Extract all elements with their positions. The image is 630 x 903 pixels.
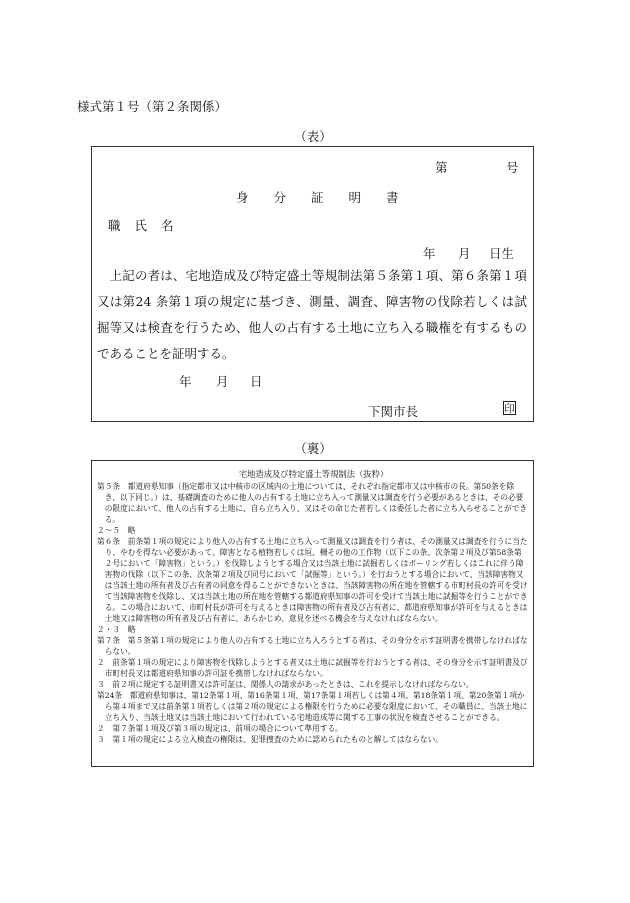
article-6: 第６条 前条第１項の規定により他人の占有する土地に立ち入って測量又は調査を行う者は、その測量又は調査を行うに当たり、やむを得ない必要があって、障害となる植物若しくは垣、柵その他の工作物（以下この条、次条第２項及び第58条第２号において「障害物」という。）を伐除しようとする場合又は当該土地に試掘若しくはボーリング若しくはこれに伴う障害物の伐除（以下この条、次条第２項及び同号において「試掘等」という。）を行おうとする場合において、当該障害物又は当該土地の所有者及び占有者の同意を得ることができないときは、当該障害物の所在地を管轄する市町村長の許可を受けて当該障害物を伐除し、又は当該土地の所在地を管轄する都道府県知事の許可を受けて当該土地に試掘等を行うことができる。この場合において、市町村長が許可を与えるときは障害物の所有者及び占有者に、都道府県知事が許可を与えるときは土地又は障害物の所有者及び占有者に、あらかじめ、意見を述べる機会を与えなければならない。 <box>97 537 528 623</box>
issuer: 下関市長 <box>368 404 419 419</box>
birth-year: 年 <box>423 246 436 261</box>
law-text <box>97 481 529 745</box>
number-dai: 第 <box>435 160 448 175</box>
article-5: 第５条 都道府県知事（指定都市又は中核市の区域内の土地については、それぞれ指定都市又は中核市の長。第50条を除き、以下同じ。）は、基礎調査のために他人の占有する土地に立ち入って測量又は調査を行う必要があるときは、その必要の限度において、他人の占有する土地に、自ら立ち入り、又はその命じた者若しくは委任した者に立ち入らせることができる。 <box>97 482 528 524</box>
law-excerpt-back <box>91 460 534 767</box>
article-7-paragraph-2: ２ 前条第１項の規定により障害物を伐除しようとする者又は土地に試掘等を行おうとする者は、その身分を示す証明書及び市町村長又は都道府県知事の許可証を携帯しなければならない。 <box>97 658 528 678</box>
article-5-omitted: ２～５ 略 <box>97 526 136 535</box>
article-7-paragraph-3: ３ 前２項に規定する証明書又は許可証は、関係人の請求があったときは、これを提示しなければならない。 <box>97 680 474 689</box>
back-label: （裏） <box>294 441 332 456</box>
issue-year: 年 <box>179 374 192 389</box>
certificate-body <box>97 263 527 367</box>
name-label: 職 氏 名 <box>108 218 179 233</box>
article-6-omitted: ２・３ 略 <box>97 625 136 634</box>
birth-day: 日生 <box>489 246 515 261</box>
number-go: 号 <box>506 160 519 175</box>
article-24: 第24条 都道府県知事は、第12条第１項、第16条第１項、第17条第１項若しくは第４項、第18条第１項、第20条第１項から第４項まで又は前条第１項若しくは第２項の規定による権限を行うために必要な限度において、その職員に、当該土地に立ち入り、当該土地又は当該土地において行われている宅地造成等に関する工事の状況を検査させることができる。 <box>97 691 528 722</box>
article-7: 第７条 第５条第１項の規定により他人の占有する土地に立ち入ろうとする者は、その身分を示す証明書を携帯しなければならない。 <box>97 636 528 656</box>
front-label: （表） <box>294 129 332 144</box>
form-number: 様式第１号（第２条関係） <box>77 99 228 114</box>
law-excerpt-title: 宅地造成及び特定盛土等規制法（抜粋） <box>238 469 389 479</box>
article-24-paragraph-2: ２ 第７条第１項及び第３項の規定は、前項の場合について準用する。 <box>97 724 343 733</box>
issue-month: 月 <box>216 374 229 389</box>
issue-day: 日 <box>250 374 263 389</box>
article-24-paragraph-3: ３ 第１項の規定による立入検査の権限は、犯罪捜査のために認められたものと解してはならない。 <box>97 735 443 744</box>
certificate-body-text: 上記の者は、宅地造成及び特定盛土等規制法第５条第１項、第６条第１項又は第24 条第１項の規定に基づき、測量、調査、障害物の伐除若しくは試掘等又は検査を行うため、他人の占有する土地に立ち入る職権を有するものであることを証明する。 <box>97 268 527 361</box>
certificate-title: 身 分 証 明 書 <box>236 190 399 205</box>
seal-stamp: 印 <box>504 403 515 415</box>
birth-month: 月 <box>458 246 471 261</box>
